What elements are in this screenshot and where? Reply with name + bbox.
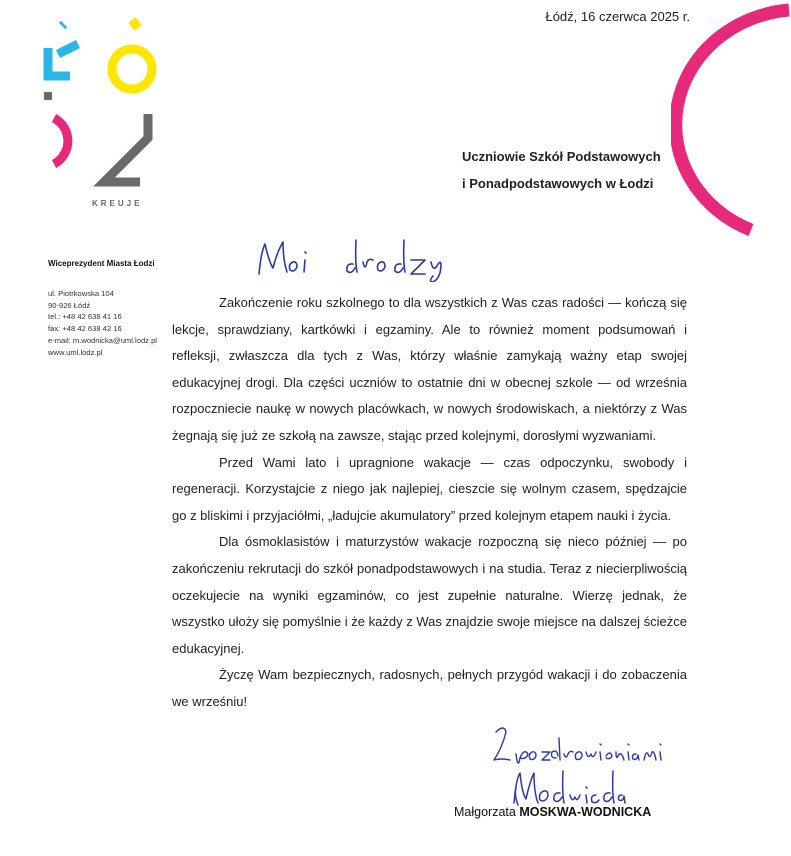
paragraph: Dla ósmoklasistów i maturzystów wakacje rozpoczną się nieco później — po zakończeniu rekrutacji do szkół ponadpodstawowych i na studia. Teraz z niecierpliwością oczekujecie na wyniki egzaminów, co jest zupełnie naturalne. Wierzę jednak, że wszystko ułoży się pomyślnie i że każdy z Was znajdzie swoje miejsce na dalszej ścieżce edukacyjnej. [172,534,687,656]
sender-fax: fax: +48 42 638 42 16 [48,324,122,334]
letter-body [172,290,687,716]
sender-info [48,258,173,359]
paragraph: Zakończenie roku szkolnego to dla wszystkich z Was czas radości — kończą się lekcje, sprawdziany, kartkówki i egzaminy. Ale to również moment podsumowań i refleksji, zwłaszcza dla tych z Was, którzy właśnie zamykają ważny etap swojej edukacyjnej drogi. Dla części uczniów to ostatnie dni w obecnej szkole — od września rozpoczniecie naukę w nowych placówkach, w nowych środowiskach, a niektórzy z Was żegnają się już ze szkołą na zawsze, stając przed kolejnymi, dorosłymi wyzwaniami. [172,295,687,443]
lodz-logo [40,14,170,224]
sender-address-2: 90-926 Łódź [48,300,91,310]
decorative-arc [671,0,791,250]
letter-date: Łódź, 16 czerwca 2025 r. [545,9,690,24]
logo-letter-o [112,20,152,89]
sender-www: www.uml.lodz.pl [48,347,103,357]
sender-email: e-mail: m.wodnicka@uml.lodz.pl [48,335,157,345]
sender-role: Wiceprezydent Miasta Łodzi [48,259,155,268]
logo-letter-l [48,24,78,76]
handwritten-signature [510,765,670,810]
signatory-surname: MOSKWA-WODNICKA [519,805,652,819]
logo-letter-z [104,114,148,182]
paragraph: Życzę Wam bezpiecznych, radosnych, pełnych przygód wakacji i do zobaczenia we wrześniu! [172,667,687,709]
recipient-block [462,143,661,197]
paragraph: Przed Wami lato i upragnione wakacje — czas odpoczynku, swobody i regeneracji. Korzystajcie z niego jak najlepiej, cieszcie się wolnym czasem, spędzajcie go z bliskimi i przyjaciółmi, „ładujcie akumulatory” przed kolejnym etapem nauki i życia. [172,454,687,523]
logo-tagline: KREUJE [92,199,143,208]
recipient-line-1: Uczniowie Szkół Podstawowych [462,149,661,164]
logo-letter-d [44,92,68,164]
signatory-name [454,805,651,819]
signatory-first-name: Małgorzata [454,805,516,819]
sender-tel: tel.: +48 42 638 41 16 [48,312,122,322]
sender-address-1: ul. Piotrkowska 104 [48,288,114,298]
handwritten-salutation [255,232,455,282]
recipient-line-2: i Ponadpodstawowych w Łodzi [462,176,654,191]
